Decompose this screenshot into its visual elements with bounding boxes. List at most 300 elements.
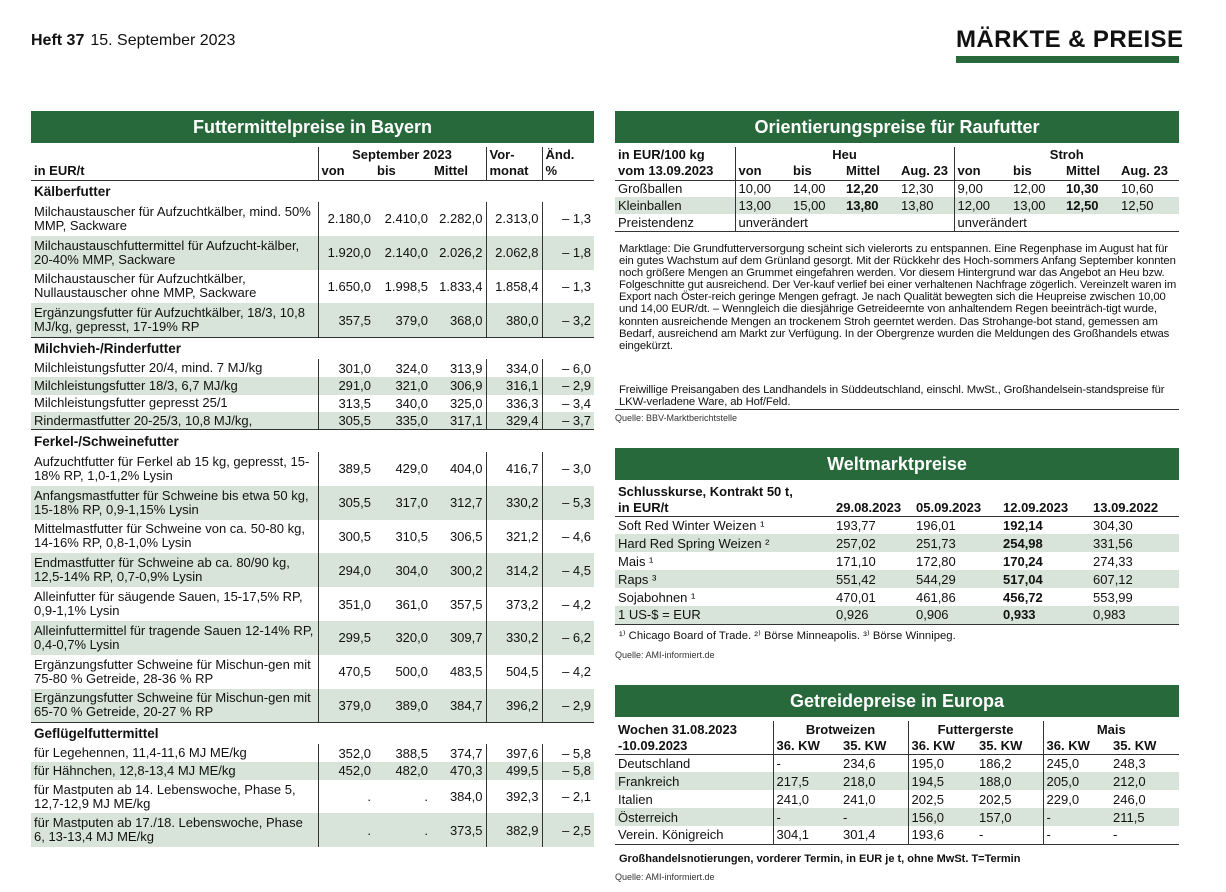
cell-vormonat: 321,2 bbox=[486, 520, 542, 554]
welt-date-0: 29.08.2023 bbox=[836, 499, 902, 515]
getreide-cell: 156,0 bbox=[908, 808, 976, 826]
table-row bbox=[31, 202, 594, 236]
cell-von: 389,5 bbox=[318, 452, 374, 486]
issue-info bbox=[31, 32, 235, 50]
welt-cell: 553,99 bbox=[1093, 589, 1133, 605]
getreide-cell: 241,0 bbox=[843, 791, 876, 807]
welt-cell: 0,926 bbox=[833, 606, 913, 624]
cell-aend: – 2,5 bbox=[542, 813, 594, 847]
cell-mittel: 1.833,4 bbox=[439, 278, 483, 294]
welt-cell: 331,56 bbox=[1090, 534, 1179, 552]
heu-header: Heu bbox=[735, 147, 954, 162]
product-label: für Hähnchen, 12,8-13,4 MJ ME/kg bbox=[31, 762, 318, 780]
getreide-footnote: Großhandelsnotierungen, vorderer Termin, in EUR je t, ohne MwSt. T=Termin bbox=[619, 853, 1021, 865]
cell-bis: 2.140,0 bbox=[374, 236, 431, 270]
issue-number: Heft 37 bbox=[31, 32, 85, 49]
table-row bbox=[31, 689, 594, 723]
cell-von: . bbox=[318, 813, 374, 847]
cell-mittel: 313,9 bbox=[449, 360, 483, 376]
rau-cell: 12,50 bbox=[1063, 197, 1118, 214]
table-row bbox=[615, 516, 1179, 534]
getreide-country: Italien bbox=[618, 791, 653, 807]
rau-cell: 10,60 bbox=[1121, 181, 1154, 197]
table-row bbox=[31, 621, 594, 655]
mittel-header: Mittel bbox=[434, 163, 468, 179]
welt-head2: in EUR/t bbox=[618, 499, 669, 515]
tendenz-label: Preistendenz bbox=[618, 214, 694, 230]
futter-table bbox=[31, 147, 594, 847]
futter-title: Futtermittelpreise in Bayern bbox=[31, 111, 594, 143]
getreide-cell: 218,0 bbox=[840, 772, 908, 790]
product-label: Milchaustauscher für Aufzuchtkälber, Nullaustauscher ohne MMP, Sackware bbox=[34, 271, 257, 301]
getreide-cell: - bbox=[1113, 827, 1118, 843]
getreide-country: Österreich bbox=[615, 808, 773, 826]
cell-aend: – 4,2 bbox=[542, 655, 594, 689]
getreide-table bbox=[615, 721, 1179, 845]
cell-bis: 317,0 bbox=[374, 486, 431, 520]
welt-cell: 172,80 bbox=[916, 553, 956, 569]
welt-label: Sojabohnen ¹ bbox=[618, 589, 696, 605]
cell-aend: – 2,1 bbox=[542, 780, 594, 814]
welt-cell: 456,72 bbox=[1003, 589, 1043, 605]
stroh-header: Stroh bbox=[954, 147, 1179, 162]
cell-aend: – 6,0 bbox=[542, 359, 594, 377]
welt-head1: Schlusskurse, Kontrakt 50 t, bbox=[618, 484, 793, 499]
cell-bis: 482,0 bbox=[374, 762, 431, 780]
cell-mittel: 374,7 bbox=[449, 745, 483, 761]
cell-vormonat: 397,6 bbox=[486, 744, 542, 762]
table-row bbox=[31, 303, 594, 337]
cell-aend: – 3,0 bbox=[542, 452, 594, 486]
unit-header: in EUR/t bbox=[34, 163, 85, 179]
cell-von: 470,5 bbox=[318, 655, 374, 689]
product-label: Alleinfuttermittel für tragende Sauen 12-14% RP, 0,4-0,7% Lysin bbox=[31, 621, 318, 655]
rau-cell: 10,00 bbox=[735, 180, 790, 197]
rau-cell: 12,20 bbox=[846, 181, 879, 197]
product-label: Rindermastfutter 20-25/3, 10,8 MJ/kg, bbox=[31, 412, 318, 430]
futter-section-header bbox=[31, 430, 594, 452]
getreide-cell: - bbox=[1043, 808, 1110, 826]
cell-mittel: 300,2 bbox=[431, 553, 486, 587]
getreide-kw-2: 36. KW bbox=[908, 737, 976, 754]
welt-date-3: 13.09.2022 bbox=[1093, 499, 1159, 515]
product-label: Aufzuchtfutter für Ferkel ab 15 kg, gepresst, 15-18% RP, 1,0-1,2% Lysin bbox=[34, 453, 310, 483]
rau-col-6: Mittel bbox=[1066, 163, 1100, 179]
cell-bis: 335,0 bbox=[374, 412, 431, 430]
cell-bis: 361,0 bbox=[395, 596, 428, 612]
getreide-cell: 202,5 bbox=[908, 790, 976, 808]
welt-label: Soft Red Winter Weizen ¹ bbox=[618, 517, 765, 533]
cell-bis: . bbox=[374, 813, 431, 847]
section-title: MÄRKTE & PREISE bbox=[956, 26, 1184, 53]
cell-von: 351,0 bbox=[318, 587, 374, 621]
table-row bbox=[31, 553, 594, 587]
getreide-cell: 205,0 bbox=[1043, 772, 1110, 790]
welt-cell: 304,30 bbox=[1093, 517, 1133, 533]
rau-cell: 12,00 bbox=[1013, 181, 1046, 197]
vormonat-header: Vor- bbox=[486, 147, 542, 162]
welt-cell: 170,24 bbox=[1003, 553, 1043, 569]
cell-aend: – 2,9 bbox=[542, 377, 594, 395]
cell-mittel: 357,5 bbox=[449, 596, 483, 612]
getreide-cell: - bbox=[773, 754, 840, 772]
welt-cell: 0,983 bbox=[1090, 606, 1179, 624]
rau-cell: 12,30 bbox=[901, 181, 934, 197]
cell-vormonat: 2.062,8 bbox=[486, 236, 542, 270]
rau-col-4: von bbox=[954, 162, 1010, 180]
rau-cell: 13,80 bbox=[843, 197, 898, 214]
rau-col-0: von bbox=[735, 162, 790, 180]
table-row bbox=[615, 570, 1179, 588]
cell-bis: 320,0 bbox=[374, 621, 431, 655]
table-row bbox=[615, 808, 1179, 826]
rau-cell: 9,00 bbox=[954, 180, 1010, 197]
cell-vormonat: 316,1 bbox=[486, 377, 542, 395]
cell-vormonat: 314,2 bbox=[486, 553, 542, 587]
issue-date: 15. September 2023 bbox=[90, 32, 236, 49]
table-row bbox=[31, 270, 594, 304]
getreide-title: Getreidepreise in Europa bbox=[615, 685, 1179, 717]
cell-mittel: 404,0 bbox=[449, 461, 483, 477]
getreide-head2: -10.09.2023 bbox=[618, 737, 688, 753]
table-row bbox=[31, 744, 594, 762]
table-row bbox=[615, 588, 1179, 606]
welt-table bbox=[615, 484, 1179, 625]
cell-mittel: 384,0 bbox=[449, 789, 483, 805]
product-label: Ergänzungsfutter für Aufzuchtkälber, 18/3, 10,8 MJ/kg, gepresst, 17-19% RP bbox=[31, 303, 318, 337]
rau-label: Kleinballen bbox=[615, 197, 735, 214]
cell-bis: 500,0 bbox=[395, 664, 428, 680]
section-name: Geflügelfuttermittel bbox=[34, 726, 159, 742]
cell-von: 305,5 bbox=[318, 486, 374, 520]
rau-unit: in EUR/100 kg bbox=[618, 147, 705, 162]
rau-divider bbox=[615, 409, 1179, 410]
welt-date-2: 12.09.2023 bbox=[1003, 499, 1069, 515]
getreide-cell: 212,0 bbox=[1110, 772, 1179, 790]
product-label: Milchaustauscher für Aufzuchtkälber, mind. 50% MMP, Sackware bbox=[34, 203, 311, 233]
cell-vormonat: 329,4 bbox=[486, 412, 542, 430]
cell-vormonat: 396,2 bbox=[486, 689, 542, 723]
welt-cell: 257,02 bbox=[833, 534, 913, 552]
product-label: Mittelmastfutter für Schweine von ca. 50-80 kg, 14-16% RP, 0,8-1,0% Lysin bbox=[34, 521, 305, 551]
getreide-group-0: Brotweizen bbox=[773, 721, 908, 737]
cell-mittel: 470,3 bbox=[431, 762, 486, 780]
cell-mittel: 306,5 bbox=[449, 528, 483, 544]
rau-col-1: bis bbox=[793, 163, 812, 179]
getreide-kw-3: 35. KW bbox=[979, 737, 1023, 753]
getreide-cell: 245,0 bbox=[1043, 754, 1110, 772]
getreide-cell: 211,5 bbox=[1110, 808, 1179, 826]
table-row bbox=[31, 359, 594, 377]
cell-von: 294,0 bbox=[318, 553, 374, 587]
rau-col-2: Mittel bbox=[846, 163, 880, 179]
product-label: Milchleistungsfutter 18/3, 6,7 MJ/kg bbox=[31, 377, 318, 395]
welt-label: 1 US-$ = EUR bbox=[615, 606, 833, 624]
change-header-2: % bbox=[542, 162, 594, 180]
rau-col-3: Aug. 23 bbox=[901, 163, 948, 179]
getreide-cell: 241,0 bbox=[773, 790, 840, 808]
cell-bis: 324,0 bbox=[395, 360, 428, 376]
cell-vormonat: 330,2 bbox=[486, 486, 542, 520]
table-row bbox=[31, 813, 594, 847]
cell-von: 352,0 bbox=[318, 744, 374, 762]
cell-vormonat: 416,7 bbox=[486, 452, 542, 486]
getreide-cell: 195,0 bbox=[908, 754, 976, 772]
getreide-country: Frankreich bbox=[615, 772, 773, 790]
table-row bbox=[31, 377, 594, 395]
cell-mittel: 312,7 bbox=[431, 486, 486, 520]
cell-aend: – 3,7 bbox=[542, 412, 594, 430]
cell-bis: 2.410,0 bbox=[384, 211, 428, 227]
rau-table bbox=[615, 147, 1179, 232]
rau-col-5: bis bbox=[1013, 163, 1032, 179]
cell-vormonat: 1.858,4 bbox=[486, 270, 542, 304]
welt-label: Raps ³ bbox=[615, 570, 833, 588]
cell-bis: 389,0 bbox=[374, 689, 431, 723]
welt-cell: 196,01 bbox=[916, 517, 956, 533]
vormonat-header-2: monat bbox=[486, 162, 542, 180]
cell-bis: 379,0 bbox=[374, 303, 431, 337]
table-row bbox=[615, 826, 1179, 844]
cell-aend: – 5,8 bbox=[542, 744, 594, 762]
welt-cell: 607,12 bbox=[1090, 570, 1179, 588]
cell-bis: 304,0 bbox=[374, 553, 431, 587]
cell-von: 1.650,0 bbox=[318, 270, 374, 304]
getreide-cell: 186,2 bbox=[979, 755, 1012, 771]
cell-vormonat: 336,3 bbox=[486, 395, 542, 413]
cell-mittel: 325,0 bbox=[449, 395, 483, 411]
welt-cell: 274,33 bbox=[1093, 553, 1133, 569]
table-row bbox=[31, 655, 594, 689]
welt-label: Hard Red Spring Weizen ² bbox=[615, 534, 833, 552]
rau-cell: 15,00 bbox=[790, 197, 843, 214]
cell-mittel: 2.282,0 bbox=[439, 211, 483, 227]
welt-cell: 544,29 bbox=[913, 570, 1000, 588]
cell-vormonat: 392,3 bbox=[486, 780, 542, 814]
getreide-kw-5: 35. KW bbox=[1113, 737, 1157, 753]
futter-section-header bbox=[31, 180, 594, 202]
futter-section-header bbox=[31, 337, 594, 359]
getreide-cell: 229,0 bbox=[1043, 790, 1110, 808]
cell-von: . bbox=[318, 780, 374, 814]
cell-bis: 1.998,5 bbox=[384, 278, 428, 294]
cell-bis: 321,0 bbox=[374, 377, 431, 395]
cell-von: 299,5 bbox=[318, 621, 374, 655]
getreide-cell: - bbox=[773, 808, 840, 826]
welt-cell: 254,98 bbox=[1000, 534, 1090, 552]
cell-aend: – 2,9 bbox=[542, 689, 594, 723]
cell-aend: – 1,8 bbox=[542, 236, 594, 270]
rau-cell: 13,00 bbox=[735, 197, 790, 214]
product-label: Milchleistungsfutter 20/4, mind. 7 MJ/kg bbox=[34, 360, 263, 376]
getreide-cell: 194,5 bbox=[908, 772, 976, 790]
section-name: Ferkel-/Schweinefutter bbox=[34, 433, 179, 449]
cell-mittel: 373,5 bbox=[431, 813, 486, 847]
cell-von: 305,5 bbox=[318, 412, 374, 430]
table-row bbox=[31, 395, 594, 413]
welt-cell: 517,04 bbox=[1000, 570, 1090, 588]
rau-cell: 12,50 bbox=[1118, 197, 1179, 214]
cell-von: 1.920,0 bbox=[318, 236, 374, 270]
cell-aend: – 3,2 bbox=[542, 303, 594, 337]
product-label: Milchleistungsfutter gepresst 25/1 bbox=[34, 395, 228, 411]
table-row bbox=[31, 412, 594, 430]
rau-cell: 14,00 bbox=[793, 181, 826, 197]
cell-mittel: 483,5 bbox=[449, 664, 483, 680]
welt-cell: 251,73 bbox=[913, 534, 1000, 552]
getreide-cell: 246,0 bbox=[1113, 791, 1146, 807]
product-label: Alleinfutter für säugende Sauen, 15-17,5% RP, 0,9-1,1% Lysin bbox=[34, 589, 303, 619]
cell-mittel: 2.026,2 bbox=[431, 236, 486, 270]
bis-header: bis bbox=[377, 163, 396, 179]
cell-vormonat: 373,2 bbox=[486, 587, 542, 621]
product-label: für Mastputen ab 17./18. Lebenswoche, Phase 6, 13-13,4 MJ ME/kg bbox=[31, 813, 318, 847]
getreide-cell: 188,0 bbox=[976, 772, 1043, 790]
cell-aend: – 3,4 bbox=[542, 395, 594, 413]
getreide-group-1: Futtergerste bbox=[908, 721, 1043, 737]
welt-footnote: ¹⁾ Chicago Board of Trade. ²⁾ Börse Minneapolis. ³⁾ Börse Winnipeg. bbox=[619, 630, 956, 642]
welt-cell: 461,86 bbox=[916, 589, 956, 605]
rau-source: Quelle: BBV-Marktberichtstelle bbox=[615, 413, 738, 423]
table-row bbox=[31, 236, 594, 270]
cell-vormonat: 334,0 bbox=[486, 359, 542, 377]
product-label: Ergänzungsfutter Schweine für Mischun-gen mit 65-70 % Getreide, 20-27 % RP bbox=[31, 689, 318, 723]
cell-vormonat: 382,9 bbox=[486, 813, 542, 847]
getreide-cell: 304,1 bbox=[773, 826, 840, 844]
cell-von: 357,5 bbox=[318, 303, 374, 337]
getreide-cell: 217,5 bbox=[773, 772, 840, 790]
cell-bis: 310,5 bbox=[395, 528, 428, 544]
table-row bbox=[615, 606, 1179, 624]
getreide-source: Quelle: AMI-informiert.de bbox=[615, 872, 715, 882]
cell-aend: – 5,8 bbox=[542, 762, 594, 780]
cell-mittel: 368,0 bbox=[431, 303, 486, 337]
cell-bis: 388,5 bbox=[395, 745, 428, 761]
rau-cell: 13,00 bbox=[1010, 197, 1063, 214]
cell-von: 301,0 bbox=[318, 359, 374, 377]
product-label: für Mastputen ab 14. Lebenswoche, Phase 5, 12,7-12,9 MJ ME/kg bbox=[34, 781, 296, 811]
getreide-cell: 157,0 bbox=[976, 808, 1043, 826]
getreide-head1: Wochen 31.08.2023 bbox=[618, 721, 737, 737]
getreide-cell: - bbox=[1043, 826, 1110, 844]
cell-vormonat: 499,5 bbox=[486, 762, 542, 780]
getreide-kw-0: 36. KW bbox=[773, 737, 840, 754]
cell-aend: – 1,3 bbox=[542, 270, 594, 304]
getreide-kw-4: 36. KW bbox=[1043, 737, 1110, 754]
welt-cell: 551,42 bbox=[833, 570, 913, 588]
welt-cell: 171,10 bbox=[836, 553, 876, 569]
cell-von: 379,0 bbox=[318, 689, 374, 723]
cell-von: 452,0 bbox=[318, 762, 374, 780]
section-name: Milchvieh-/Rinderfutter bbox=[34, 340, 182, 356]
cell-aend: – 4,2 bbox=[542, 587, 594, 621]
rau-col-7: Aug. 23 bbox=[1121, 163, 1168, 179]
cell-von: 2.180,0 bbox=[318, 202, 374, 236]
welt-source: Quelle: AMI-informiert.de bbox=[615, 650, 715, 660]
welt-cell: 470,01 bbox=[836, 589, 876, 605]
rau-date: vom 13.09.2023 bbox=[618, 163, 714, 179]
period-header: September 2023 bbox=[318, 147, 486, 162]
product-label: für Legehennen, 11,4-11,6 MJ ME/kg bbox=[34, 745, 247, 761]
getreide-cell: 301,4 bbox=[843, 827, 876, 843]
getreide-cell: - bbox=[979, 827, 984, 843]
table-row bbox=[31, 762, 594, 780]
section-underline bbox=[956, 56, 1179, 63]
table-row bbox=[31, 520, 594, 554]
tendenz-stroh: unverändert bbox=[954, 214, 1179, 231]
cell-aend: – 4,5 bbox=[542, 553, 594, 587]
getreide-cell: 193,6 bbox=[908, 826, 976, 844]
table-row bbox=[615, 754, 1179, 772]
futter-section-header bbox=[31, 722, 594, 744]
cell-mittel: 384,7 bbox=[431, 689, 486, 723]
table-row bbox=[615, 552, 1179, 570]
cell-aend: – 4,6 bbox=[542, 520, 594, 554]
rau-info-note: Freiwillige Preisangaben des Landhandels in Süddeutschland, einschl. MwSt., Großhandelsein-standspreise für LKW-verladene Ware, ab Hof/Feld. bbox=[619, 384, 1165, 409]
product-label: Anfangsmastfutter für Schweine bis etwa 50 kg, 15-18% RP, 0,9-1,15% Lysin bbox=[31, 486, 318, 520]
table-row bbox=[615, 772, 1179, 790]
table-row bbox=[615, 790, 1179, 808]
cell-bis: 429,0 bbox=[395, 461, 428, 477]
rau-cell: 12,00 bbox=[954, 197, 1010, 214]
von-header: von bbox=[318, 162, 374, 180]
cell-vormonat: 330,2 bbox=[486, 621, 542, 655]
product-label: Milchaustauschfuttermittel für Aufzucht-kälber, 20-40% MMP, Sackware bbox=[31, 236, 318, 270]
welt-cell: 0,933 bbox=[1000, 606, 1090, 624]
cell-aend: – 1,3 bbox=[542, 202, 594, 236]
getreide-kw-1: 35. KW bbox=[843, 737, 887, 753]
getreide-cell: 234,6 bbox=[843, 755, 876, 771]
rau-cell: 10,30 bbox=[1066, 181, 1099, 197]
getreide-group-2: Mais bbox=[1043, 721, 1179, 737]
cell-mittel: 306,9 bbox=[431, 377, 486, 395]
getreide-cell: 248,3 bbox=[1113, 755, 1146, 771]
rau-market-note: Marktlage: Die Grundfutterversorgung scheint sich vielerorts zu entspannen. Eine Regenphase im August hat für ein gutes Wachstum auf dem Grünland gesorgt. Mit der Rückkehr des Hoch-sommers Anfang September konnten noch größere Mengen an Grummet eingefahren werden. Vor diesem Hintergrund war das Angebot an Heu bzw. Folgeschnitte gut ausreichend. Der Ver-kauf verlief bei einer verhaltenen Nachfrage zögerlich. Vereinzelt waren im Export nach Öster-reich geringe Mengen gefragt. Je nach Qualität bewegten sich die Heupreise zwischen 10,00 und 14,00 EUR/dt. – Wenngleich die diesjährige Getreideernte von anhaltendem Regen beeinträch-tigt wurde, konnten ausreichende Mengen an trockenem Stroh geerntet werden. Das Strohange-bot stand, gemessen am Bedarf, ausreichend am Markt zur Verfügung. In der Obergrenze wurden die Meldungen des Großhandels etwas eingekürzt. bbox=[619, 243, 1177, 352]
cell-bis: 340,0 bbox=[395, 395, 428, 411]
product-label: Ergänzungsfutter Schweine für Mischun-gen mit 75-80 % Getreide, 28-36 % RP bbox=[34, 656, 311, 686]
cell-von: 313,5 bbox=[318, 395, 374, 413]
getreide-cell: 202,5 bbox=[979, 791, 1012, 807]
product-label: Endmastfutter für Schweine ab ca. 80/90 kg, 12,5-14% RP, 0,7-0,9% Lysin bbox=[31, 553, 318, 587]
section-name: Kälberfutter bbox=[34, 183, 111, 199]
cell-von: 291,0 bbox=[318, 377, 374, 395]
cell-bis: . bbox=[424, 789, 428, 805]
table-row bbox=[31, 486, 594, 520]
table-row bbox=[615, 197, 1179, 214]
getreide-country: Verein. Königreich bbox=[618, 827, 724, 843]
getreide-cell: - bbox=[840, 808, 908, 826]
cell-aend: – 5,3 bbox=[542, 486, 594, 520]
cell-vormonat: 2.313,0 bbox=[486, 202, 542, 236]
table-row bbox=[31, 587, 594, 621]
welt-cell: 193,77 bbox=[836, 517, 876, 533]
rau-cell: 13,80 bbox=[898, 197, 954, 214]
table-row bbox=[31, 452, 594, 486]
welt-cell: 192,14 bbox=[1003, 517, 1043, 533]
getreide-country: Deutschland bbox=[618, 755, 691, 771]
rau-title: Orientierungspreise für Raufutter bbox=[615, 111, 1179, 143]
welt-title: Weltmarktpreise bbox=[615, 448, 1179, 480]
change-header: Änd. bbox=[542, 147, 594, 162]
cell-mittel: 317,1 bbox=[431, 412, 486, 430]
cell-von: 300,5 bbox=[318, 520, 374, 554]
welt-date-1: 05.09.2023 bbox=[916, 499, 982, 515]
rau-label: Großballen bbox=[618, 181, 683, 197]
cell-aend: – 6,2 bbox=[542, 621, 594, 655]
tendenz-heu: unverändert bbox=[735, 214, 954, 231]
cell-mittel: 309,7 bbox=[431, 621, 486, 655]
table-row bbox=[615, 534, 1179, 552]
